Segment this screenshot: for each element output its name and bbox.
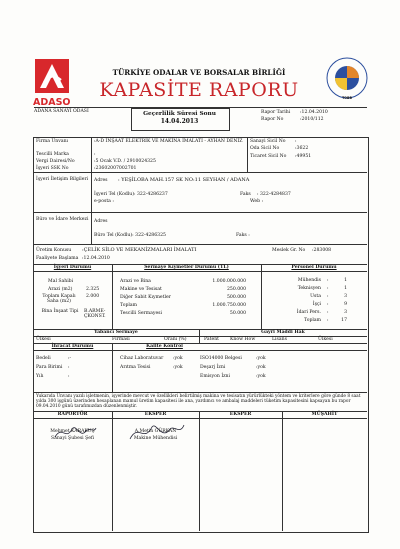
capital-value: 1.000.000.000 xyxy=(212,279,246,284)
report-date-label: Rapor Tarihi xyxy=(261,110,291,115)
personnel-value: 9 xyxy=(344,302,347,307)
office-phone: Büro Tel (Kodlu): 322-4286325 xyxy=(94,233,166,238)
expert1-title: Makine Mühendisi xyxy=(133,436,178,441)
quality-label: Cihaz Laboratuvar xyxy=(120,356,164,361)
personnel-sep: : xyxy=(327,318,329,323)
adaso-emblem-icon xyxy=(34,58,70,96)
export-value: : xyxy=(68,374,70,379)
personnel-value: 17 xyxy=(341,318,347,323)
tobb-seal-icon xyxy=(326,57,368,99)
quality-header: Kalite Kontrol xyxy=(146,344,183,349)
production-subject-label: Üretim Konusu xyxy=(36,248,72,253)
firm-name-value: :A-D İNŞAAT ELEKTRİK VE MAKİNA İMALATI - AYHAN DENİZ xyxy=(94,139,243,144)
address-value: : YEŞİLOBA MAH.157 SK NO:11 SEYHAN / ADANA xyxy=(118,177,250,183)
premises-label: Arazi (m2) xyxy=(48,287,73,292)
tobb-seal xyxy=(326,57,368,99)
export-label: Para Birimi xyxy=(36,365,63,370)
occupation-label: Meslek Gr. No xyxy=(272,248,306,253)
trade-reg-label: Ticaret Sicil No xyxy=(250,154,287,159)
premises-label: Bina İnşaat Tipi xyxy=(41,309,79,314)
report-no-label: Rapor No xyxy=(261,117,284,122)
personnel-value: 1 xyxy=(344,278,347,283)
personnel-label: Toplam xyxy=(304,318,321,323)
production-subject-value: :ÇELİK SİLO VE MEKANİZMALARI İMALATI xyxy=(82,247,197,253)
tax-label: Vergi Dairesi/No xyxy=(36,159,75,164)
workplace-phone: İşyeri Tel (Kodlu): 322-4286237 xyxy=(94,192,168,197)
address-label: Adres xyxy=(94,178,108,183)
report-no: :2010/112 xyxy=(300,117,324,122)
firm-name-label: Firma Ünvanı xyxy=(36,139,68,144)
premises-value: 2.000 xyxy=(86,294,100,299)
capital-value: 250.000 xyxy=(227,287,246,292)
quality-value: :yok xyxy=(256,365,266,370)
premises-label: Toplam Kapalı Saha (m2) xyxy=(42,294,76,304)
export-label: Bedeli xyxy=(36,356,51,361)
export-header: İhracat Durumu xyxy=(51,344,94,349)
seal-label: TOBB xyxy=(342,96,352,100)
contact-label: İşyeri İletişim Bilgileri xyxy=(36,177,89,182)
personnel-sep: : xyxy=(327,278,329,283)
occupation-value: :283008 xyxy=(312,248,332,253)
tax-value: :5 Ocak V.D. / 2910024325 xyxy=(94,159,156,164)
validity-date: 14.04.2013 xyxy=(160,118,199,125)
personnel-label: Usta xyxy=(310,294,321,299)
chamber-reg-value: :3622 xyxy=(295,146,309,151)
personnel-sep: : xyxy=(327,310,329,315)
capital-label: Arazi ve Bina xyxy=(120,279,151,284)
office-address-label: Adres xyxy=(94,219,108,224)
foreign-country: Ülkesi xyxy=(36,337,51,342)
ssk-label: İşyeri SSK No xyxy=(36,166,69,171)
personnel-header: Personel Durumu xyxy=(291,265,337,270)
logo-text: ADASO xyxy=(33,97,71,108)
quality-label: Deşarj İzni xyxy=(200,365,226,370)
premises-value: 2.325 xyxy=(86,287,100,292)
personnel-label: İşçi xyxy=(312,302,321,307)
industry-reg-value: : xyxy=(295,139,297,144)
personnel-sep: : xyxy=(327,286,329,291)
intangible-header: Gayri Maddi Hak xyxy=(261,330,305,335)
quality-value: :yok xyxy=(256,356,266,361)
personnel-value: 1 xyxy=(344,286,347,291)
export-label: Yılı xyxy=(36,374,44,379)
foreign-rate: Oranı (%) xyxy=(164,337,187,342)
personnel-sep: : xyxy=(327,294,329,299)
personnel-value: 3 xyxy=(344,310,347,315)
quality-value: :yok xyxy=(173,365,183,370)
quality-label: Arıtma Tesisi xyxy=(120,365,151,370)
expert1-name: A.Metin GÜRKAN xyxy=(134,429,177,434)
brand-label: Tescilli Marka xyxy=(36,152,69,157)
fax-value: : 322-4284837 xyxy=(257,192,291,197)
foreign-firm: Firması xyxy=(112,337,130,342)
quality-label: Emisyon İzni xyxy=(200,374,230,379)
validity-label: Geçerlilik Süresi Sonu xyxy=(143,111,216,117)
start-label: Faaliyete Başlama xyxy=(36,256,79,261)
personnel-label: İdari Pers. xyxy=(296,310,321,315)
capital-value: 50.000 xyxy=(229,311,246,316)
expert1-signature xyxy=(126,419,186,449)
office-fax-label: Faks : xyxy=(236,233,250,238)
intangible-country: Ülkesi xyxy=(318,337,333,342)
reporter-label: RAPORTÖR xyxy=(57,412,88,417)
witness-label: MÜŞAHİT xyxy=(311,412,338,417)
fax-label: Faks xyxy=(240,192,251,197)
export-value: : xyxy=(68,365,70,370)
capital-header: Sermaye Kıymetler Durumu (TL) xyxy=(144,265,229,270)
report-title: KAPASİTE RAPORU xyxy=(99,79,299,101)
intangible-patent: Patent xyxy=(204,337,219,342)
reporter-title: Sanayi Şubesi Şefi xyxy=(50,436,95,441)
industry-reg-label: Sanayi Sicil No xyxy=(250,139,286,144)
web-label: Web : xyxy=(250,199,264,204)
capital-label: Toplam xyxy=(120,303,137,308)
intangible-knowhow: Know How xyxy=(230,337,256,342)
office-label: Büro ve İdare Merkezi xyxy=(36,217,89,222)
quality-value: :yok xyxy=(256,374,266,379)
certification-note: Yukarıda Ünvanı yazılı işletmenin, işyerinde mevcut ve özellikleri belirtilmiş makina ve tesisatın yürürlükteki yöntem ve kriterlere göre günde 8 saat yılda 300 işgünü üzerinden hesaplanan mamul üretim kapasitesi ile ana, yardımcı ve ambalaj maddeleri tüketim kapasitesini kapsayan bu rapor 09.04.2010 günü tarafımızdan düzenlenmiştir. xyxy=(36,394,361,409)
chamber-reg-label: Oda Sicil No xyxy=(250,146,280,151)
adaso-logo xyxy=(34,58,70,108)
foreign-capital-header: Yabancı Sermaye xyxy=(94,330,138,335)
premises-header: İşyeri Durumu xyxy=(53,265,92,270)
export-value: :- xyxy=(68,356,72,361)
main-frame xyxy=(33,137,369,533)
quality-value: :yok xyxy=(173,356,183,361)
chamber-name: ADANA SANAYİ ODASI xyxy=(34,109,89,114)
capital-label: Tescilli Sermayesi xyxy=(120,311,162,316)
expert1-label: EKSPER xyxy=(144,412,167,417)
premises-label: Mal Sahibi xyxy=(48,279,74,284)
report-date: :12.04.2010 xyxy=(300,110,328,115)
capital-value: 500.000 xyxy=(227,295,246,300)
brand-value: : xyxy=(94,152,96,157)
personnel-label: Teknisyen xyxy=(297,286,321,291)
start-value: :12.04.2010 xyxy=(82,256,110,261)
trade-reg-value: :49951 xyxy=(295,154,312,159)
org-name: TÜRKİYE ODALAR VE BORSALAR BİRLİĞİ xyxy=(112,68,286,77)
intangible-license: Lisans xyxy=(272,337,287,342)
capital-label: Diğer Sabit Kıymetler xyxy=(120,295,171,300)
reporter-name: Mehmet KARAKUŞ xyxy=(50,429,95,434)
email-label: e-posta : xyxy=(94,199,114,204)
quality-label: ISO14000 Belgesi xyxy=(200,356,242,361)
ssk-value: :23602007002701 xyxy=(94,166,137,171)
personnel-sep: : xyxy=(327,302,329,307)
capital-label: Makine ve Tesisat xyxy=(120,287,162,292)
personnel-value: 3 xyxy=(344,294,347,299)
expert2-label: EKSPER xyxy=(229,412,252,417)
premises-value: B.ARME-ÇKONST. xyxy=(84,309,106,319)
capital-value: 1.000.750.000 xyxy=(212,303,246,308)
personnel-label: Mühendis xyxy=(297,278,321,283)
